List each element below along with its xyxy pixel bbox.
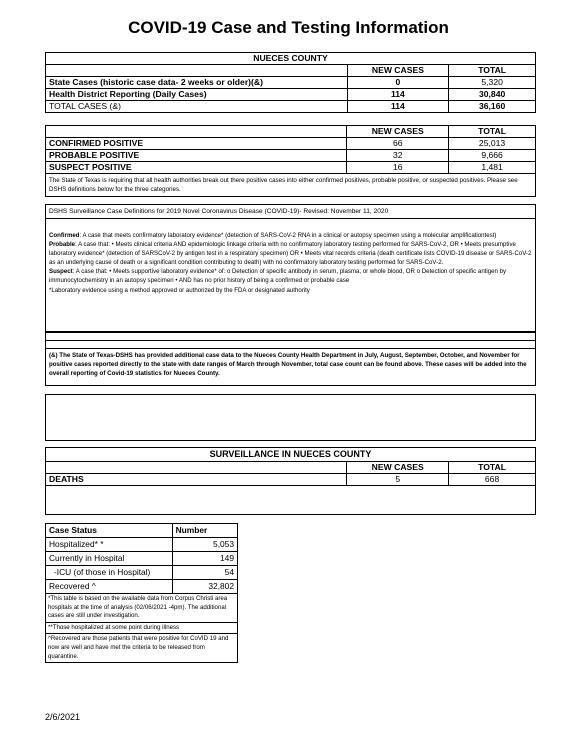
lab-footnote: *Laboratory evidence using a method approved or authorized by the FDA or designated authority (49, 286, 310, 294)
deaths-total: 668 (449, 474, 536, 486)
col-number: Number (172, 524, 237, 538)
blank-cell (46, 462, 347, 474)
row-label: PROBABLE POSITIVE (46, 150, 347, 162)
probable-label: Probable (49, 241, 76, 249)
confirmed-label: Confirmed (49, 232, 80, 239)
col-case-status: Case Status (46, 524, 173, 538)
col-total: TOTAL (449, 462, 536, 474)
table-row (46, 580, 238, 594)
table-row (46, 552, 238, 566)
confirmed-definition (49, 231, 532, 240)
status-label: Recovered ^ (46, 580, 173, 594)
table-row (46, 138, 536, 150)
status-value: 5,053 (172, 538, 237, 552)
row-total: 36,160 (449, 101, 536, 113)
surveillance-table (45, 447, 536, 515)
state-data-note: (&) The State of Texas-DSHS has provided additional case data to the Nueces County Health Department in July, August, September, October, and November for positive cases reported directly to the state with date ranges of March through November, total case count can be found above. These cases will be added into the overall reporting of Covid-19 statistics for Nueces County. (45, 348, 536, 386)
col-total: TOTAL (449, 65, 536, 77)
col-new-cases: NEW CASES (347, 462, 449, 474)
probable-definition (49, 240, 532, 267)
col-new-cases: NEW CASES (347, 65, 449, 77)
row-label: State Cases (historic case data- 2 weeks or older)(&) (46, 77, 348, 89)
row-label: SUSPECT POSITIVE (46, 162, 347, 174)
col-new-cases: NEW CASES (347, 126, 449, 138)
confirmed-text: : A case that meets confirmatory laboratory evidence* (detection of SARS-CoV-2 RNA in a clinical or autopsy specimen using a molecular amplificationtest) (79, 232, 497, 239)
table-row (46, 150, 536, 162)
row-total: 25,013 (449, 138, 536, 150)
county-heading: NUECES COUNTY (46, 53, 536, 65)
recovered-note: ^Recovered are those patients that were positive for CoVID 19 and now are well and have met the criteria to be released from quarantine. (46, 634, 238, 663)
row-label: TOTAL CASES (&) (46, 101, 348, 113)
table-row (46, 89, 536, 101)
row-total: 30,840 (449, 89, 536, 101)
table-row (46, 162, 536, 174)
row-label: Health District Reporting (Daily Cases) (46, 89, 348, 101)
nueces-county-table (45, 52, 536, 113)
blank-cell (46, 65, 348, 77)
category-note: The State of Texas is requiring that all health authorities break out there positive cases into either confirmed positives, probable positive, or suspected positives. Please see DSHS definitions below for the three categories. (46, 174, 536, 197)
table-row (46, 566, 238, 580)
deaths-new: 5 (347, 474, 449, 486)
hospital-note: *This table is based on the available data from Corpus Christi area hospitals at the time of analysis (02/06/2021 -4pm). The additional cases are still under investigation. (46, 594, 238, 623)
definitions-box (45, 204, 536, 332)
row-new: 16 (347, 162, 449, 174)
row-new: 0 (347, 77, 449, 89)
blank-cell (46, 126, 347, 138)
probable-text: : A case that: • Meets clinical criteria AND epidemiologic linkage criteria with no confirmatory laboratory testing performed for SARS-CoV-2, OR • Meets presumptive laboratory evidence* (detection of SARSCoV-2 by antigen test in a respiratory specimen) OR • Meets vital records criteria (death certificate lists COVID-19 disease or SARS-CoV-2 as an underlying cause of death or a significant condition contributing to death) with no confirmatory laboratory testing performed for SARS-CoV-2. (49, 241, 532, 267)
row-new: 114 (347, 101, 449, 113)
table-row (46, 474, 536, 486)
status-label: -ICU (of those in Hospital) (46, 566, 173, 580)
status-value: 54 (172, 566, 237, 580)
row-total: 5,320 (449, 77, 536, 89)
page-title: COVID-19 Case and Testing Information (128, 18, 449, 37)
surveillance-heading: SURVEILLANCE IN NUECES COUNTY (46, 448, 536, 462)
status-value: 149 (172, 552, 237, 566)
row-new: 114 (347, 89, 449, 101)
row-new: 32 (347, 150, 449, 162)
blank-cell (46, 486, 536, 515)
suspect-label: Suspect (49, 268, 73, 276)
row-label: CONFIRMED POSITIVE (46, 138, 347, 150)
deaths-label: DEATHS (46, 474, 347, 486)
report-date: 2/6/2021 (45, 712, 81, 722)
definitions-title: DSHS Surveillance Case Definitions for 2019 Novel Coronavirus Disease (COVID-19)- Revised: November 11, 2020 (46, 205, 535, 219)
case-category-table (45, 125, 536, 197)
table-row (46, 77, 536, 89)
status-value: 32,802 (172, 580, 237, 594)
status-label: Currently in Hospital (46, 552, 173, 566)
row-total: 1,481 (449, 162, 536, 174)
hospitalized-note: **Those hospitalized at some point during illness (46, 622, 238, 634)
table-row (46, 101, 536, 113)
empty-box (45, 394, 536, 441)
row-total: 9,666 (449, 150, 536, 162)
row-new: 66 (347, 138, 449, 150)
status-label: Hospitalized* * (46, 538, 173, 552)
col-total: TOTAL (449, 126, 536, 138)
table-row (46, 538, 238, 552)
suspect-definition (49, 267, 532, 285)
suspect-text: : A case that: • Meets supportive laboratory evidence* of: o Detection of specific antibody in serum, plasma, or whole blood, OR o Detection of specific antigen by immunocytochemistry in an autopsy specimen • AND has no prior history of being a confirmed or probable case (49, 268, 507, 285)
case-status-table (45, 523, 238, 663)
